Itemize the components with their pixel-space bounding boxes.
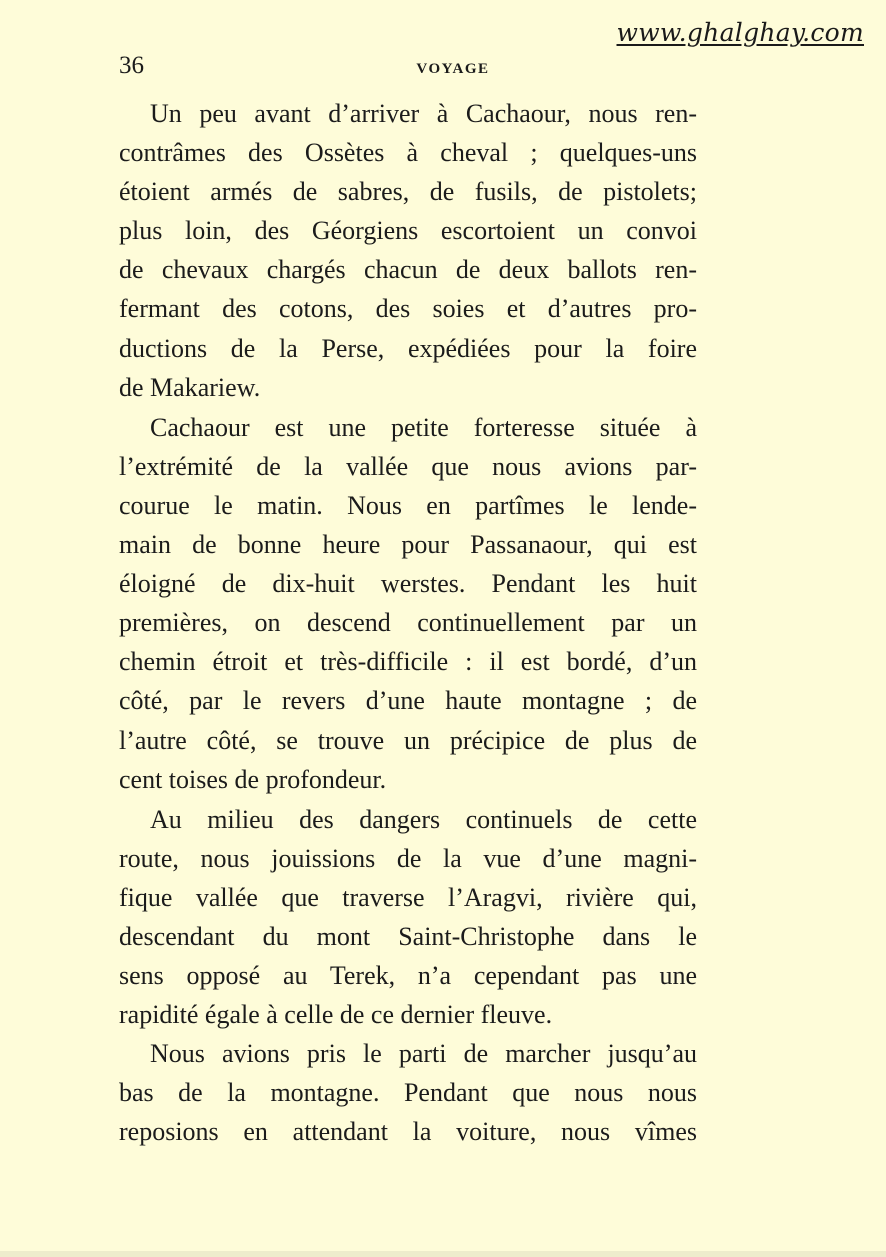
text-line: ductions de la Perse, expédiées pour la foire — [119, 333, 697, 363]
paragraph-1 — [119, 94, 697, 407]
text-line: plus loin, des Géorgiens escortoient un convoi — [119, 216, 697, 246]
paragraph-2 — [119, 408, 697, 799]
body-text — [119, 94, 697, 1152]
paragraph-4 — [119, 1034, 697, 1151]
text-line: Cachaour est une petite forteresse située à — [150, 412, 697, 442]
paragraph-3 — [119, 800, 697, 1035]
text-line: Nous avions pris le parti de marcher jusqu’au — [150, 1039, 697, 1069]
text-line: Un peu avant d’arriver à Cachaour, nous ren- — [150, 99, 697, 128]
text-line: bas de la montagne. Pendant que nous nous — [119, 1078, 697, 1108]
text-line: l’extrémité de la vallée que nous avions par- — [119, 451, 697, 481]
text-line: de Makariew. — [119, 372, 261, 402]
text-line: reposions en attendant la voiture, nous vîmes — [119, 1117, 697, 1147]
text-line: de chevaux chargés chacun de deux ballots ren- — [119, 255, 697, 285]
text-line: contrâmes des Ossètes à cheval ; quelques-uns — [119, 138, 697, 168]
text-line: l’autre côté, se trouve un précipice de plus de — [119, 725, 697, 755]
text-line: fermant des cotons, des soies et d’autres pro- — [119, 294, 697, 324]
text-line: rapidité égale à celle de ce dernier fleuve. — [119, 1000, 553, 1030]
text-line: éloigné de dix-huit werstes. Pendant les huit — [119, 569, 697, 599]
page-bottom-edge — [0, 1251, 886, 1257]
text-line: courue le matin. Nous en partîmes le lende- — [119, 490, 697, 520]
running-head: VOYAGE — [416, 61, 490, 77]
text-line: chemin étroit et très-difficile : il est bordé, d’un — [119, 647, 697, 677]
text-line: premières, on descend continuellement par un — [119, 608, 697, 638]
text-line: descendant du mont Saint-Christophe dans le — [119, 921, 697, 951]
text-line: Au milieu des dangers continuels de cette — [150, 804, 697, 834]
text-line: main de bonne heure pour Passanaour, qui est — [119, 530, 697, 560]
watermark-url: www.ghalghay.com — [616, 18, 864, 47]
page-number: 36 — [119, 52, 144, 79]
text-line: route, nous jouissions de la vue d’une magni- — [119, 843, 697, 873]
text-line: fique vallée que traverse l’Aragvi, rivière qui, — [119, 882, 697, 912]
text-line: cent toises de profondeur. — [119, 764, 387, 794]
text-line: sens opposé au Terek, n’a cependant pas une — [119, 961, 697, 991]
text-line: étoient armés de sabres, de fusils, de pistolets; — [119, 177, 697, 207]
text-line: côté, par le revers d’une haute montagne ; de — [119, 686, 697, 716]
